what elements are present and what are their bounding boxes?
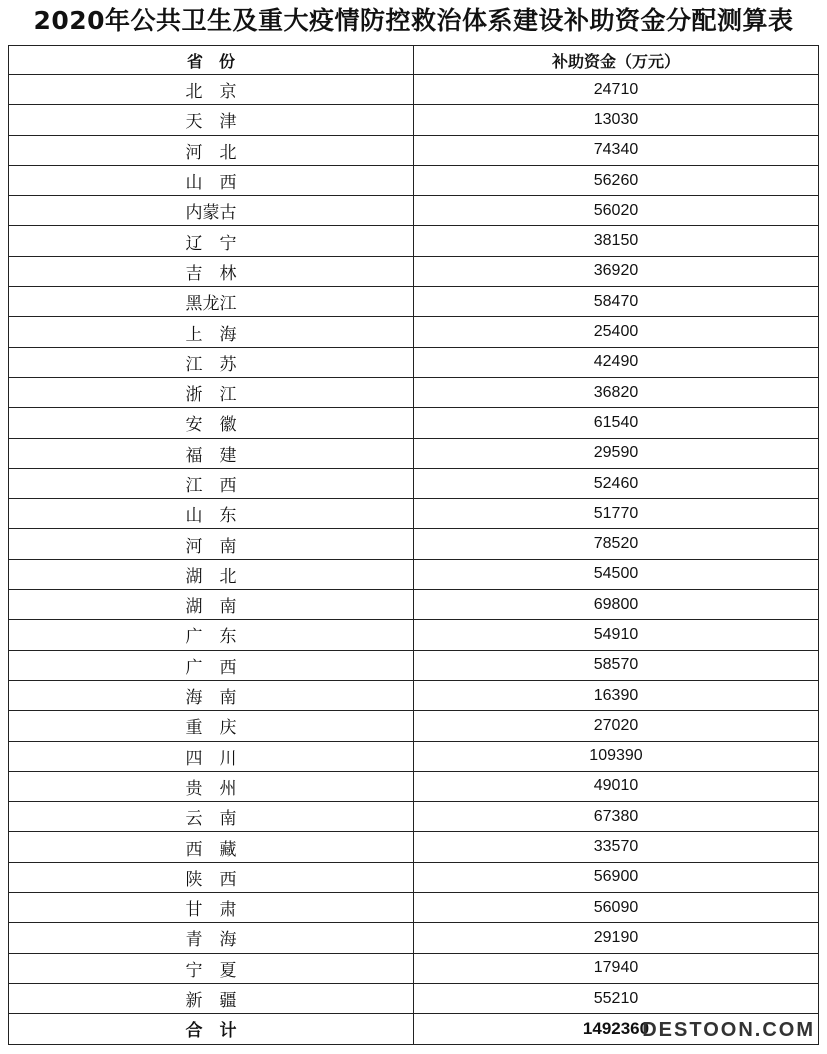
table-row (9, 165, 819, 195)
amount-cell: 13030 (414, 105, 819, 135)
column-header-province: 省 份 (9, 46, 414, 75)
table-row (9, 983, 819, 1013)
table-row (9, 256, 819, 286)
table-row (9, 953, 819, 983)
amount-cell: 36920 (414, 256, 819, 286)
province-cell: 江 西 (9, 468, 414, 498)
amount-cell: 58470 (414, 287, 819, 317)
table-row (9, 287, 819, 317)
province-cell: 安 徽 (9, 408, 414, 438)
table-row (9, 923, 819, 953)
amount-cell: 78520 (414, 529, 819, 559)
province-cell: 河 北 (9, 135, 414, 165)
table-row (9, 741, 819, 771)
amount-cell: 33570 (414, 832, 819, 862)
amount-cell: 61540 (414, 408, 819, 438)
amount-cell: 74340 (414, 135, 819, 165)
table-body (9, 75, 819, 1014)
province-cell: 海 南 (9, 680, 414, 710)
province-cell: 重 庆 (9, 711, 414, 741)
table-row (9, 317, 819, 347)
amount-cell: 58570 (414, 650, 819, 680)
amount-cell: 42490 (414, 347, 819, 377)
amount-cell: 55210 (414, 983, 819, 1013)
page-title: 2020年公共卫生及重大疫情防控救治体系建设补助资金分配测算表 (33, 6, 794, 35)
province-cell: 西 藏 (9, 832, 414, 862)
province-cell: 浙 江 (9, 377, 414, 407)
table-row (9, 680, 819, 710)
table-row (9, 135, 819, 165)
province-cell: 湖 北 (9, 559, 414, 589)
province-cell: 江 苏 (9, 347, 414, 377)
amount-cell: 56260 (414, 165, 819, 195)
province-cell: 上 海 (9, 317, 414, 347)
total-amount: 1492360 (414, 1014, 819, 1044)
amount-cell: 54910 (414, 620, 819, 650)
province-cell: 北 京 (9, 75, 414, 105)
column-header-amount: 补助资金（万元） (414, 46, 819, 75)
amount-cell: 29590 (414, 438, 819, 468)
amount-cell: 56090 (414, 893, 819, 923)
amount-cell: 109390 (414, 741, 819, 771)
table-row (9, 620, 819, 650)
amount-cell: 24710 (414, 75, 819, 105)
province-cell: 青 海 (9, 923, 414, 953)
table-row (9, 499, 819, 529)
province-cell: 新 疆 (9, 983, 414, 1013)
amount-cell: 67380 (414, 802, 819, 832)
amount-cell: 49010 (414, 771, 819, 801)
province-cell: 内蒙古 (9, 196, 414, 226)
table-row (9, 377, 819, 407)
amount-cell: 25400 (414, 317, 819, 347)
watermark-logo: DESTOON.COM (642, 1019, 815, 1041)
table-row (9, 105, 819, 135)
amount-cell: 51770 (414, 499, 819, 529)
table-row (9, 408, 819, 438)
table-row (9, 196, 819, 226)
amount-cell: 52460 (414, 468, 819, 498)
province-cell: 天 津 (9, 105, 414, 135)
table-row (9, 802, 819, 832)
amount-cell: 56900 (414, 862, 819, 892)
table-row (9, 711, 819, 741)
amount-cell: 69800 (414, 590, 819, 620)
province-cell: 广 西 (9, 650, 414, 680)
table-row (9, 438, 819, 468)
province-cell: 云 南 (9, 802, 414, 832)
province-cell: 山 东 (9, 499, 414, 529)
amount-cell: 54500 (414, 559, 819, 589)
table-row (9, 75, 819, 105)
province-cell: 山 西 (9, 165, 414, 195)
table-row (9, 226, 819, 256)
amount-cell: 56020 (414, 196, 819, 226)
amount-cell: 29190 (414, 923, 819, 953)
province-cell: 吉 林 (9, 256, 414, 286)
province-cell: 陕 西 (9, 862, 414, 892)
table-row (9, 771, 819, 801)
amount-cell: 16390 (414, 680, 819, 710)
province-cell: 辽 宁 (9, 226, 414, 256)
table-row (9, 529, 819, 559)
table-row (9, 347, 819, 377)
province-cell: 贵 州 (9, 771, 414, 801)
table-row (9, 468, 819, 498)
province-cell: 广 东 (9, 620, 414, 650)
province-cell: 四 川 (9, 741, 414, 771)
table-row (9, 559, 819, 589)
province-cell: 黑龙江 (9, 287, 414, 317)
province-cell: 河 南 (9, 529, 414, 559)
amount-cell: 27020 (414, 711, 819, 741)
allocation-table (8, 45, 819, 1045)
total-label: 合 计 (9, 1014, 414, 1044)
province-cell: 福 建 (9, 438, 414, 468)
table-row (9, 590, 819, 620)
amount-cell: 38150 (414, 226, 819, 256)
table-header-row (9, 46, 819, 75)
province-cell: 甘 肃 (9, 893, 414, 923)
table-row (9, 862, 819, 892)
province-cell: 宁 夏 (9, 953, 414, 983)
table-row (9, 893, 819, 923)
table-row (9, 832, 819, 862)
amount-cell: 17940 (414, 953, 819, 983)
amount-cell: 36820 (414, 377, 819, 407)
table-row (9, 650, 819, 680)
province-cell: 湖 南 (9, 590, 414, 620)
